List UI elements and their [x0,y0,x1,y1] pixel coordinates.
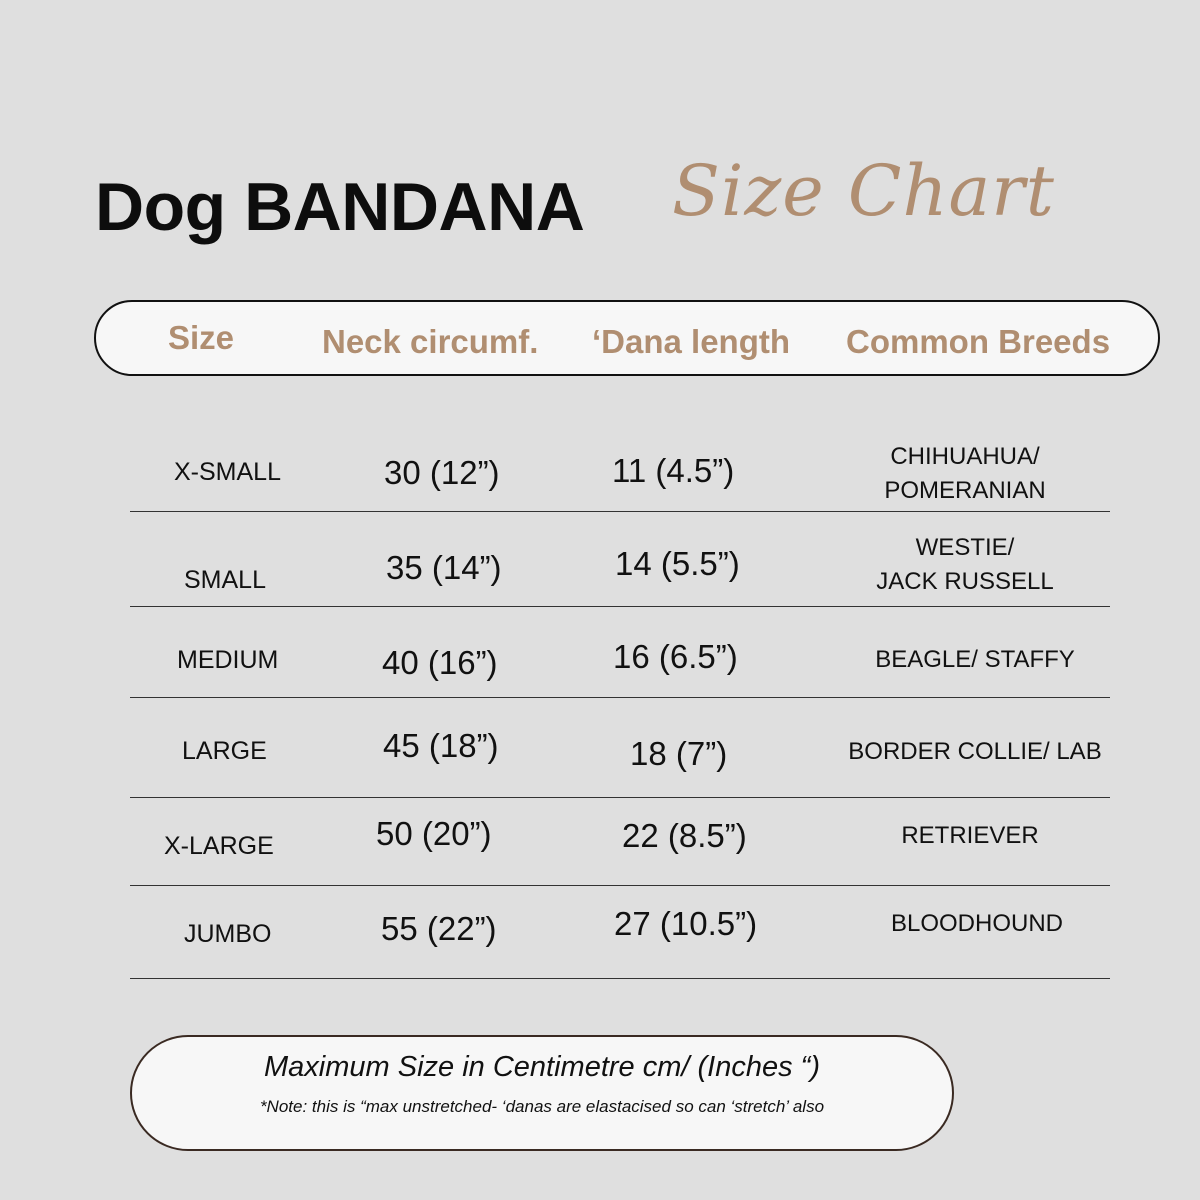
length-cell: 27 (10.5”) [614,905,758,942]
size-cell: X-SMALL [174,458,281,486]
size-cell: MEDIUM [177,646,279,674]
header-size: Size [168,319,235,356]
table-row [130,885,1110,979]
table-row [130,797,1110,886]
breed-line: JACK RUSSELL [876,568,1054,595]
length-cell: 11 (4.5”) [612,452,735,489]
size-cell: JUMBO [184,920,272,948]
length-cell: 22 (8.5”) [622,817,747,854]
size-cell: X-LARGE [164,832,274,860]
breed-line: BLOODHOUND [890,910,1064,937]
neck-cell: 55 (22”) [381,910,497,947]
header-breeds: Common Breeds [846,323,1111,360]
size-cell: LARGE [182,737,267,765]
neck-cell: 35 (14”) [386,549,502,586]
length-cell: 18 (7”) [630,735,728,772]
table-header [94,300,1160,376]
breeds-cell [830,440,1100,508]
size-cell: SMALL [184,566,266,594]
length-cell: 16 (6.5”) [613,638,738,675]
table-row [130,697,1110,798]
title-main: Dog BANDANA [95,169,585,245]
breed-line: CHIHUAHUA/ [890,443,1040,470]
table-row [130,606,1110,698]
neck-cell: 45 (18”) [383,727,499,764]
breeds-cell [840,643,1110,677]
breed-line: POMERANIAN [884,477,1046,504]
breeds-cell [830,531,1100,599]
header-neck: Neck circumf. [322,323,539,360]
neck-cell: 50 (20”) [376,815,492,852]
title-script: Size Chart [672,150,1055,232]
header-length: ‘Dana length [592,323,791,360]
breeds-cell [835,819,1105,853]
neck-cell: 40 (16”) [382,644,498,681]
breed-line: WESTIE/ [915,534,1015,561]
breed-line: BEAGLE/ STAFFY [875,646,1075,673]
breeds-cell [842,907,1112,941]
footer-note-text: *Note: this is “max unstretched- ‘danas are elastacised so can ‘stretch’ also [259,1097,825,1116]
length-cell: 14 (5.5”) [615,545,740,582]
footer-main-text: Maximum Size in Centimetre cm/ (Inches “) [264,1051,820,1083]
footer-note-box [130,1035,954,1151]
breeds-cell [835,735,1115,769]
breed-line: RETRIEVER [901,822,1039,849]
table-row [130,420,1110,512]
breed-line: BORDER COLLIE/ LAB [848,738,1102,765]
table-row [130,511,1110,607]
neck-cell: 30 (12”) [384,454,500,491]
